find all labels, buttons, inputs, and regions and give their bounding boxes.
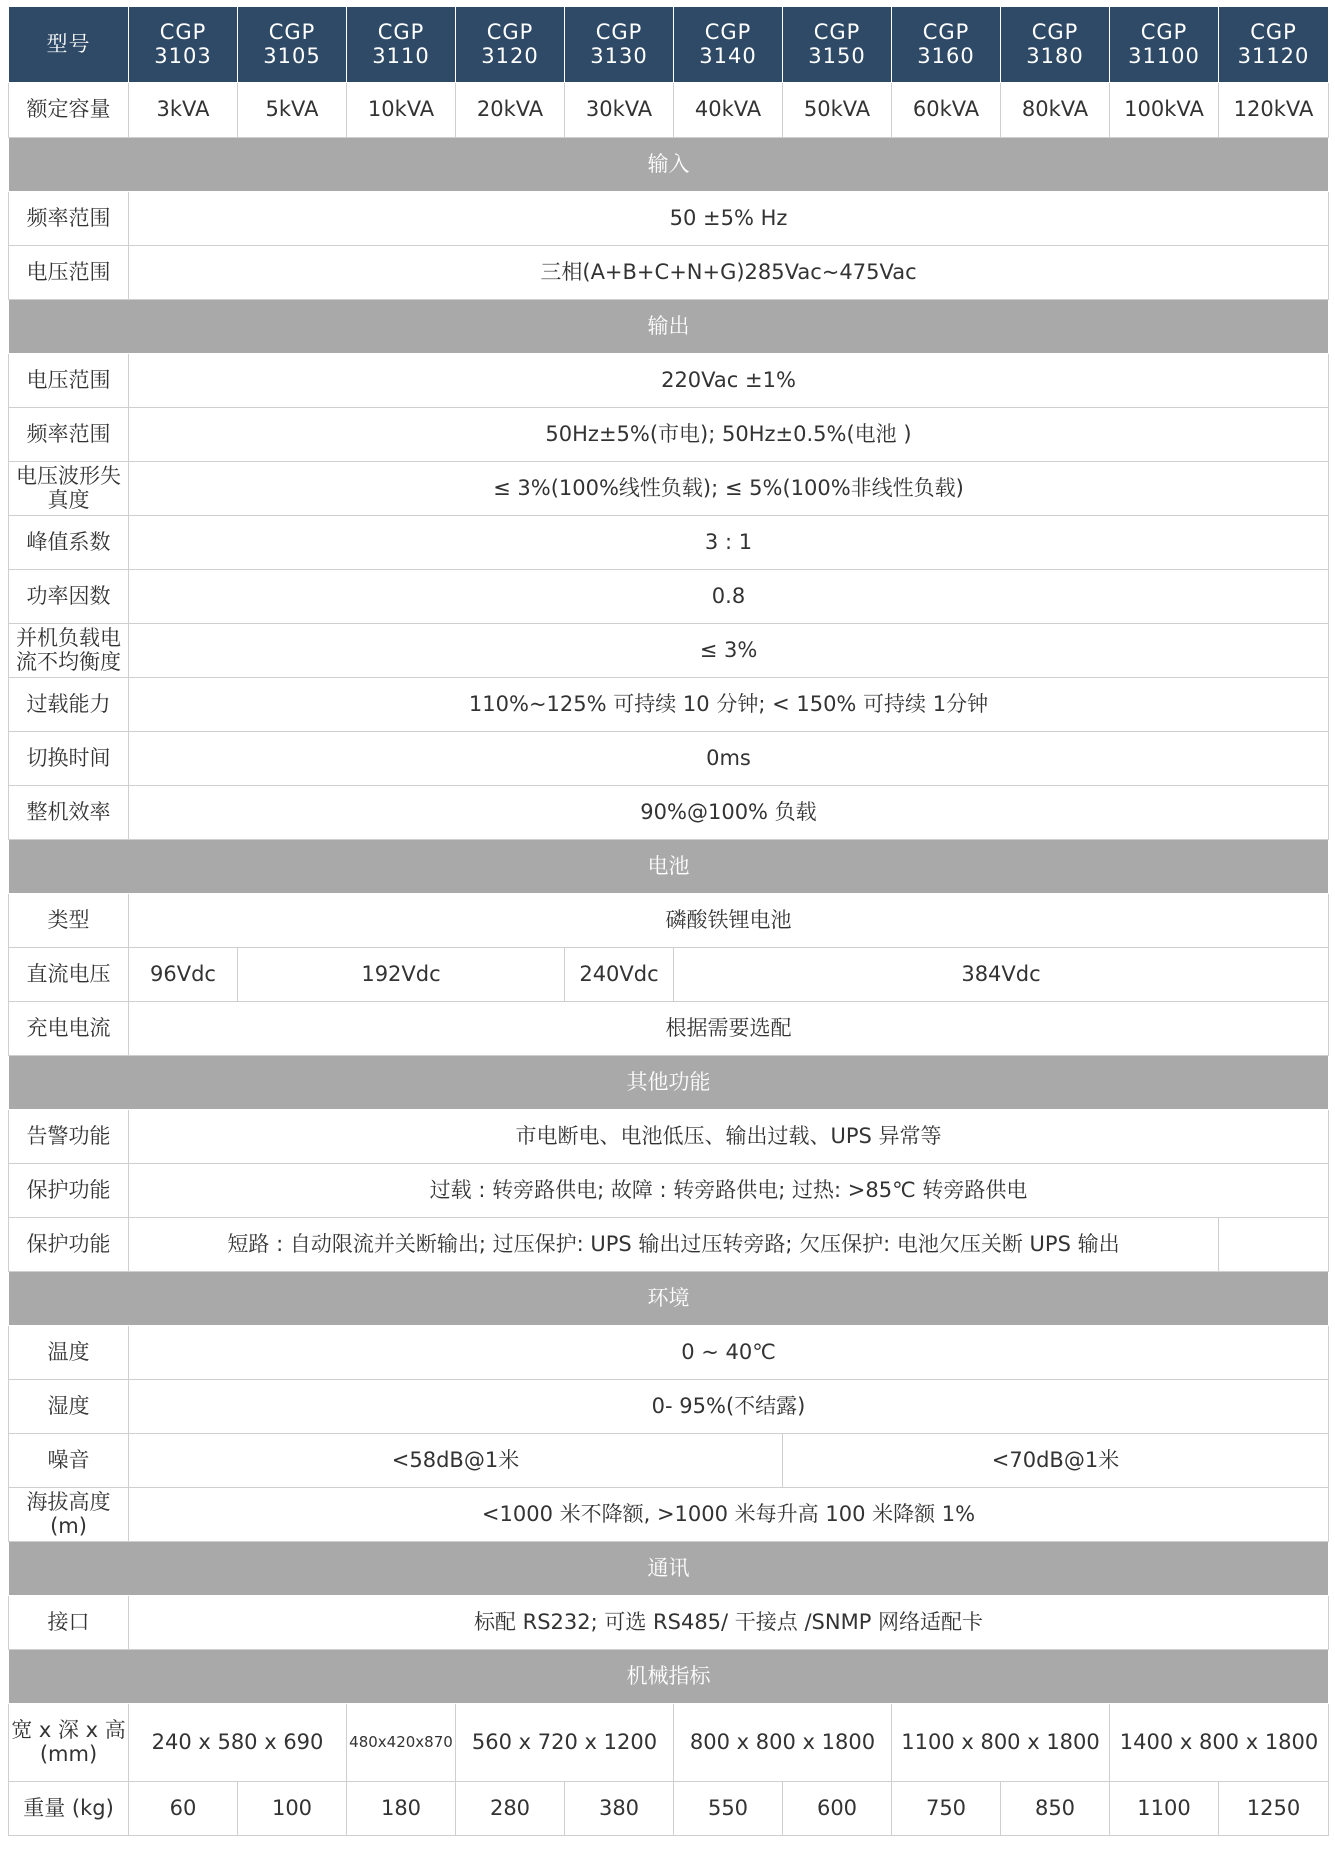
capacity-cell: 100kVA: [1110, 83, 1219, 138]
row-value: 0.8: [129, 570, 1329, 624]
row-label: 并机负载电流不均衡度: [9, 624, 129, 678]
row-value: <1000 米不降额, >1000 米每升高 100 米降额 1%: [129, 1488, 1329, 1542]
row-value: 90%@100% 负载: [129, 786, 1329, 840]
capacity-cell: 3kVA: [129, 83, 238, 138]
capacity-cell: 80kVA: [1001, 83, 1110, 138]
weight-cell: 600: [783, 1782, 892, 1836]
noise-cell: <70dB@1米: [783, 1434, 1329, 1488]
section-other: [9, 1056, 1329, 1110]
row-value: 磷酸铁锂电池: [129, 894, 1329, 948]
section-title: 输入: [9, 138, 1329, 192]
row-label: 保护功能: [9, 1218, 129, 1272]
row-value: 0- 95%(不结露): [129, 1380, 1329, 1434]
output-frequency-row: [9, 408, 1329, 462]
row-value: ≤ 3%(100%线性负载); ≤ 5%(100%非线性负载): [129, 462, 1329, 516]
output-distortion-row: [9, 462, 1329, 516]
battery-charge-row: [9, 1002, 1329, 1056]
model-label: 型号: [9, 7, 129, 83]
row-label: 保护功能: [9, 1164, 129, 1218]
section-title: 输出: [9, 300, 1329, 354]
model-header: CGP 3160: [892, 7, 1001, 83]
row-label: 类型: [9, 894, 129, 948]
model-header: CGP 3180: [1001, 7, 1110, 83]
weight-cell: 550: [674, 1782, 783, 1836]
row-value: 市电断电、电池低压、输出过载、UPS 异常等: [129, 1110, 1329, 1164]
section-battery: [9, 840, 1329, 894]
humidity-row: [9, 1380, 1329, 1434]
row-value: 三相(A+B+C+N+G)285Vac~475Vac: [129, 246, 1329, 300]
noise-row: [9, 1434, 1329, 1488]
spec-table: [8, 6, 1329, 1836]
dimension-cell: 1400 x 800 x 1800: [1110, 1704, 1329, 1782]
section-title: 机械指标: [9, 1650, 1329, 1704]
output-crest-row: [9, 516, 1329, 570]
capacity-cell: 120kVA: [1219, 83, 1329, 138]
dimension-cell: 480x420x870: [347, 1704, 456, 1782]
section-title: 环境: [9, 1272, 1329, 1326]
row-label: 充电电流: [9, 1002, 129, 1056]
empty-cell: [1219, 1218, 1329, 1272]
weight-cell: 850: [1001, 1782, 1110, 1836]
model-header: CGP 3103: [129, 7, 238, 83]
capacity-cell: 10kVA: [347, 83, 456, 138]
row-label: 过载能力: [9, 678, 129, 732]
alarm-row: [9, 1110, 1329, 1164]
section-comm: [9, 1542, 1329, 1596]
capacity-cell: 60kVA: [892, 83, 1001, 138]
row-value: 50Hz±5%(市电); 50Hz±0.5%(电池 ): [129, 408, 1329, 462]
dimension-cell: 800 x 800 x 1800: [674, 1704, 892, 1782]
model-header: CGP 31100: [1110, 7, 1219, 83]
dc-voltage-cell: 192Vdc: [238, 948, 565, 1002]
output-overload-row: [9, 678, 1329, 732]
altitude-row: [9, 1488, 1329, 1542]
model-header: CGP 3130: [565, 7, 674, 83]
output-transfer-row: [9, 732, 1329, 786]
weight-cell: 380: [565, 1782, 674, 1836]
output-pf-row: [9, 570, 1329, 624]
row-value: 过载 : 转旁路供电; 故障 : 转旁路供电; 过热: >85℃ 转旁路供电: [129, 1164, 1329, 1218]
section-env: [9, 1272, 1329, 1326]
output-efficiency-row: [9, 786, 1329, 840]
weight-row: [9, 1782, 1329, 1836]
dc-voltage-cell: 96Vdc: [129, 948, 238, 1002]
dimensions-row: [9, 1704, 1329, 1782]
row-label: 电压范围: [9, 354, 129, 408]
model-header: CGP 3150: [783, 7, 892, 83]
weight-cell: 60: [129, 1782, 238, 1836]
protection-row-2: [9, 1218, 1329, 1272]
weight-cell: 750: [892, 1782, 1001, 1836]
input-frequency-row: [9, 192, 1329, 246]
row-label: 功率因数: [9, 570, 129, 624]
dimension-cell: 240 x 580 x 690: [129, 1704, 347, 1782]
input-voltage-row: [9, 246, 1329, 300]
model-header: CGP 3120: [456, 7, 565, 83]
row-value: 50 ±5% Hz: [129, 192, 1329, 246]
row-label: 告警功能: [9, 1110, 129, 1164]
weight-cell: 180: [347, 1782, 456, 1836]
battery-dc-row: [9, 948, 1329, 1002]
row-label: 湿度: [9, 1380, 129, 1434]
model-header: CGP 3110: [347, 7, 456, 83]
row-label: 电压范围: [9, 246, 129, 300]
row-label: 重量 (kg): [9, 1782, 129, 1836]
row-value: 0ms: [129, 732, 1329, 786]
capacity-cell: 40kVA: [674, 83, 783, 138]
row-label: 接口: [9, 1596, 129, 1650]
section-output: [9, 300, 1329, 354]
weight-cell: 280: [456, 1782, 565, 1836]
row-label: 噪音: [9, 1434, 129, 1488]
row-label: 额定容量: [9, 83, 129, 138]
row-value: ≤ 3%: [129, 624, 1329, 678]
model-header: CGP 31120: [1219, 7, 1329, 83]
row-label: 电压波形失真度: [9, 462, 129, 516]
row-label: 温度: [9, 1326, 129, 1380]
protection-row: [9, 1164, 1329, 1218]
row-label: 切换时间: [9, 732, 129, 786]
weight-cell: 1100: [1110, 1782, 1219, 1836]
capacity-cell: 20kVA: [456, 83, 565, 138]
temperature-row: [9, 1326, 1329, 1380]
model-header: CGP 3140: [674, 7, 783, 83]
output-imbalance-row: [9, 624, 1329, 678]
section-input: [9, 138, 1329, 192]
row-label: 频率范围: [9, 408, 129, 462]
row-value: 220Vac ±1%: [129, 354, 1329, 408]
row-value: 标配 RS232; 可选 RS485/ 干接点 /SNMP 网络适配卡: [129, 1596, 1329, 1650]
weight-cell: 1250: [1219, 1782, 1329, 1836]
weight-cell: 100: [238, 1782, 347, 1836]
noise-cell: <58dB@1米: [129, 1434, 783, 1488]
row-label: 海拔高度(m): [9, 1488, 129, 1542]
port-row: [9, 1596, 1329, 1650]
row-value: 短路 : 自动限流并关断输出; 过压保护: UPS 输出过压转旁路; 欠压保护: 电池欠压关断 UPS 输出: [129, 1218, 1219, 1272]
capacity-cell: 30kVA: [565, 83, 674, 138]
row-value: 110%~125% 可持续 10 分钟; < 150% 可持续 1分钟: [129, 678, 1329, 732]
dimension-cell: 1100 x 800 x 1800: [892, 1704, 1110, 1782]
section-title: 通讯: [9, 1542, 1329, 1596]
row-label: 峰值系数: [9, 516, 129, 570]
model-header-row: [9, 7, 1329, 83]
dimension-cell: 560 x 720 x 1200: [456, 1704, 674, 1782]
capacity-cell: 5kVA: [238, 83, 347, 138]
row-label: 整机效率: [9, 786, 129, 840]
dc-voltage-cell: 384Vdc: [674, 948, 1329, 1002]
output-voltage-row: [9, 354, 1329, 408]
battery-type-row: [9, 894, 1329, 948]
row-value: 根据需要选配: [129, 1002, 1329, 1056]
row-label: 宽 x 深 x 高 (mm): [9, 1704, 129, 1782]
capacity-row: [9, 83, 1329, 138]
row-value: 0 ~ 40℃: [129, 1326, 1329, 1380]
section-mech: [9, 1650, 1329, 1704]
row-value: 3 : 1: [129, 516, 1329, 570]
row-label: 直流电压: [9, 948, 129, 1002]
capacity-cell: 50kVA: [783, 83, 892, 138]
section-title: 其他功能: [9, 1056, 1329, 1110]
dc-voltage-cell: 240Vdc: [565, 948, 674, 1002]
section-title: 电池: [9, 840, 1329, 894]
row-label: 频率范围: [9, 192, 129, 246]
model-header: CGP 3105: [238, 7, 347, 83]
